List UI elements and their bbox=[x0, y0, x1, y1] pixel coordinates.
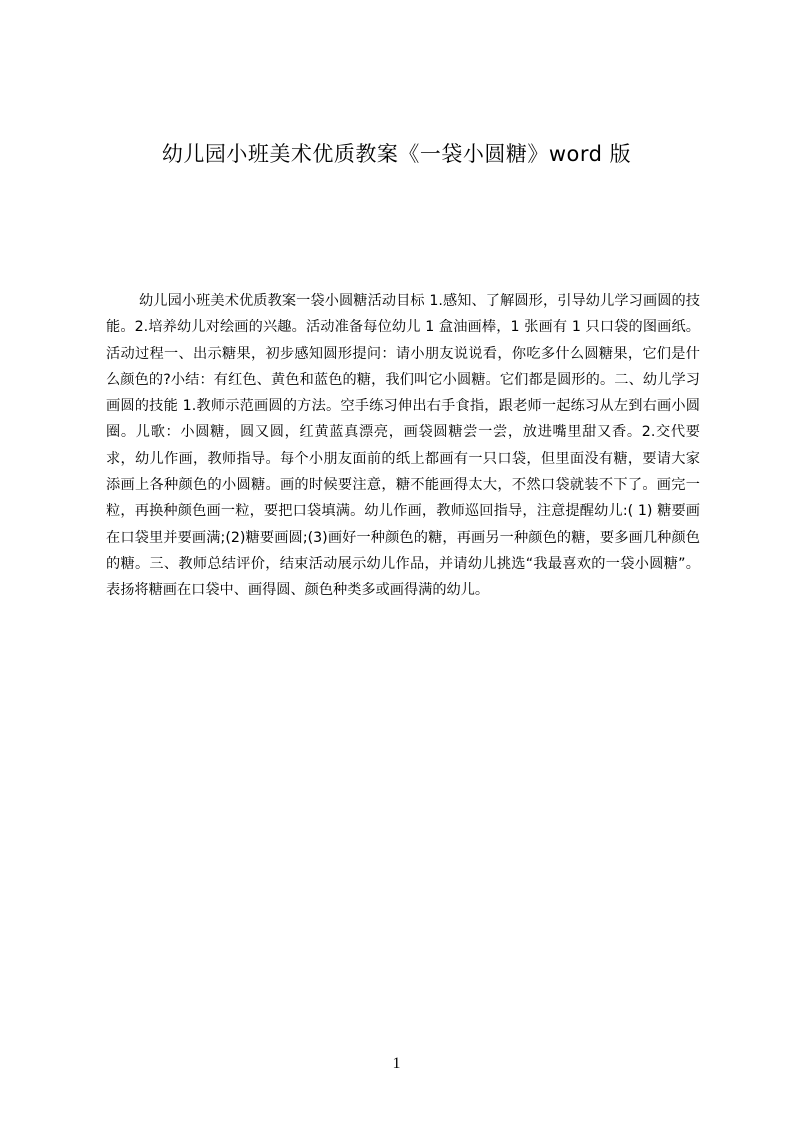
page-number: 1 bbox=[392, 1055, 401, 1072]
document-title: 幼儿园小班美术优质教案《一袋小圆糖》word 版 bbox=[161, 142, 632, 166]
document-body: 幼儿园小班美术优质教案一袋小圆糖活动目标 1.感知、了解圆形，引导幼儿学习画圆的技能。2.培养幼儿对绘画的兴趣。活动准备每位幼儿 1 盒油画棒，1 张画有 1 只口袋的图画纸。活动过程一、出示糖果，初步感知圆形提问：请小朋友说说看，你吃多什么圆糖果，它们是什么颜色的?小结：有红色、黄色和蓝色的糖，我们叫它小圆糖。它们都是圆形的。二、幼儿学习画圆的技能 1.教师示范画圆的方法。空手练习伸出右手食指，跟老师一起练习从左到右画小圆圈。儿歌：小圆糖，圆又圆，红黄蓝真漂亮，画袋圆糖尝一尝，放进嘴里甜又香。2.交代要求，幼儿作画，教师指导。每个小朋友面前的纸上都画有一只口袋，但里面没有糖，要请大家添画上各种颜色的小圆糖。画的时候要注意，糖不能画得太大，不然口袋就装不下了。画完一粒，再换种颜色画一粒，要把口袋填满。幼儿作画，教师巡回指导，注意提醒幼儿:( 1) 糖要画在口袋里并要画满;(2)糖要画圆;(3)画好一种颜色的糖，再画另一种颜色的糖，要多画几种颜色的糖。三、教师总结评价，结束活动展示幼儿作品，并请幼儿挑选“我最喜欢的一袋小圆糖”。表扬将糖画在口袋中、画得圆、颜色种类多或画得满的幼儿。 bbox=[106, 293, 700, 599]
